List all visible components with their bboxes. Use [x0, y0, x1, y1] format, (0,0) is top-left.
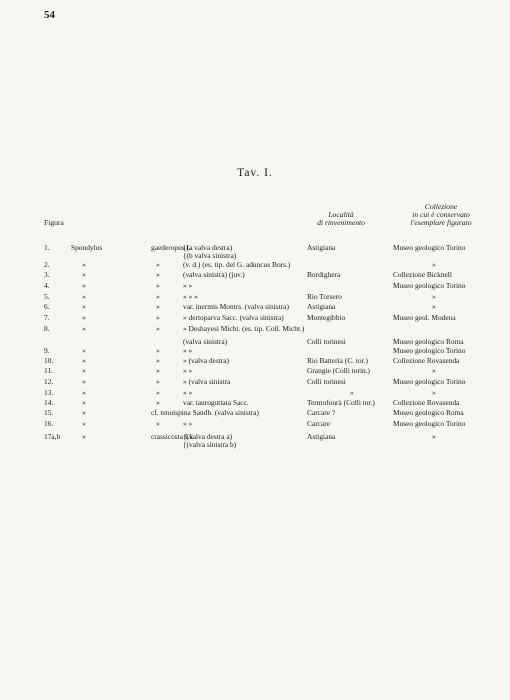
- species-name: »: [156, 356, 160, 365]
- genus-name: »: [82, 377, 86, 386]
- specimen-description: var. tauroguttata Sacc.: [183, 398, 249, 407]
- species-name: crassicosta Lk.: [151, 432, 195, 441]
- header-localita-line2: di rinvenimento: [317, 218, 365, 227]
- page-number: 54: [44, 9, 55, 21]
- genus-name: »: [82, 388, 86, 397]
- genus-name: »: [82, 346, 86, 355]
- figure-number: 13.: [44, 388, 54, 397]
- table-row: [0, 270, 510, 281]
- header-collezione-line3: l'esemplare figurato: [410, 218, 472, 227]
- genus-name: »: [82, 292, 86, 301]
- species-name: »: [156, 302, 160, 311]
- collection: Museo geologico Torino: [393, 377, 466, 386]
- genus-name: »: [82, 432, 86, 441]
- table-row: [0, 419, 510, 430]
- header-collezione-line2: in cui è conservato: [412, 210, 470, 219]
- locality: Bordighera: [307, 270, 341, 279]
- species-name: »: [156, 260, 160, 269]
- specimen-description: » »: [183, 388, 193, 397]
- collection: »: [432, 302, 436, 311]
- specimen-description: » Deshayesi Micht. (es. tip. Coll. Micht.): [183, 324, 305, 333]
- species-name: gaederopus L.: [151, 243, 193, 252]
- figure-number: 12.: [44, 377, 54, 386]
- header-collezione: [386, 203, 496, 227]
- specimen-description: » (valva sinistra: [183, 377, 231, 386]
- species-name: »: [156, 366, 160, 375]
- figure-number: 2.: [44, 260, 50, 269]
- collection: Museo geologico Torino: [393, 346, 466, 355]
- collection: Museo geologico Roma: [393, 337, 464, 346]
- table-row: [0, 366, 510, 377]
- specimen-description: var. inermis Montrs. (valva sinistra): [183, 302, 289, 311]
- collection: Collezione Rovasenda: [393, 356, 460, 365]
- specimen-description: » »: [183, 281, 193, 290]
- species-name: »: [156, 324, 160, 333]
- figure-number: 1.: [44, 243, 50, 252]
- figure-number: 5.: [44, 292, 50, 301]
- collection: »: [432, 292, 436, 301]
- locality: Astigiana: [307, 302, 336, 311]
- collection: »: [432, 260, 436, 269]
- genus-name: »: [82, 281, 86, 290]
- specimen-description: » »: [183, 346, 193, 355]
- figure-number: 7.: [44, 313, 50, 322]
- species-name: »: [156, 388, 160, 397]
- specimen-description: {(valva destra a): [183, 432, 233, 441]
- locality: »: [350, 388, 354, 397]
- locality: Carcare: [307, 419, 330, 428]
- species-name: »: [156, 292, 160, 301]
- species-name: »: [156, 377, 160, 386]
- locality: Termofourà (Colli tor.): [307, 398, 375, 407]
- bleed-through-title: [0, 10, 510, 44]
- specimen-description: {(valva sinistra b): [183, 440, 237, 449]
- locality: Grangie (Colli torin.): [307, 366, 371, 375]
- collection: Collezione Rovasenda: [393, 398, 460, 407]
- collection: Museo geologico Torino: [393, 419, 466, 428]
- species-name: »: [156, 419, 160, 428]
- table-row: [0, 324, 510, 335]
- genus-name: »: [82, 302, 86, 311]
- locality: Colli torinesi: [307, 377, 346, 386]
- species-name: »: [156, 346, 160, 355]
- figure-number: 15.: [44, 408, 54, 417]
- locality: Colli torinesi: [307, 337, 346, 346]
- specimen-description: {(a valva destra): [183, 243, 233, 252]
- genus-name: »: [82, 398, 86, 407]
- figure-number: 10.: [44, 356, 54, 365]
- header-figura: Figura: [44, 218, 64, 227]
- specimen-description: (valva sinistra): [183, 337, 228, 346]
- table-row: [0, 302, 510, 313]
- locality: Astigiana: [307, 432, 336, 441]
- collection: Museo geologico Roma: [393, 408, 464, 417]
- species-name: »: [156, 313, 160, 322]
- locality: Rio Batteria (C. tor.): [307, 356, 368, 365]
- genus-name: »: [82, 313, 86, 322]
- figure-number: 17a,b: [44, 432, 61, 441]
- species-name: »: [156, 398, 160, 407]
- header-collezione-line1: Collezione: [424, 202, 458, 211]
- figure-number: 11.: [44, 366, 53, 375]
- genus-name: »: [82, 419, 86, 428]
- species-name: »: [156, 270, 160, 279]
- collection: »: [432, 388, 436, 397]
- specimen-description: » » »: [183, 292, 198, 301]
- figure-number: 3.: [44, 270, 50, 279]
- collection: »: [432, 432, 436, 441]
- table-row: [0, 408, 510, 419]
- specimen-description: » »: [183, 419, 193, 428]
- genus-name: »: [82, 270, 86, 279]
- plate-title: Tav. I.: [237, 167, 273, 179]
- figure-number: 14.: [44, 398, 54, 407]
- figure-number: 6.: [44, 302, 50, 311]
- specimen-description: » (valva destra): [183, 356, 229, 365]
- table-row: [0, 313, 510, 324]
- collection: Collezione Bicknell: [393, 270, 452, 279]
- specimen-description: {(b valva sinistra): [183, 251, 237, 260]
- genus-name: »: [82, 408, 86, 417]
- collection: Museo geologico Torino: [393, 281, 466, 290]
- header-localita: [296, 211, 386, 227]
- genus-name: »: [82, 356, 86, 365]
- species-name: »: [156, 281, 160, 290]
- genus-name: »: [82, 324, 86, 333]
- locality: Montegibbio: [307, 313, 346, 322]
- specimen-description: » »: [183, 366, 193, 375]
- specimen-description: » dertoparva Sacc. (valva sinistra): [183, 313, 284, 322]
- figure-number: 8.: [44, 324, 50, 333]
- header-localita-line1: Località: [328, 210, 354, 219]
- species-name: cf. tenuispina Sandb. (valva sinistra): [151, 408, 259, 417]
- table-row: [0, 377, 510, 388]
- locality: Astigiana: [307, 243, 336, 252]
- genus-name: »: [82, 366, 86, 375]
- figure-number: 9.: [44, 346, 50, 355]
- table-row: [0, 281, 510, 292]
- figure-number: 4.: [44, 281, 50, 290]
- genus-name: »: [82, 260, 86, 269]
- locality: Rio Torsero: [307, 292, 342, 301]
- table-row: [0, 440, 510, 451]
- collection: »: [432, 366, 436, 375]
- collection: Museo geologico Torino: [393, 243, 466, 252]
- genus-name: Spondylus: [71, 243, 103, 252]
- collection: Museo geol. Modena: [393, 313, 456, 322]
- locality: Carcare ?: [307, 408, 336, 417]
- specimen-description: (valva sinistra) (juv.): [183, 270, 245, 279]
- figure-number: 16.: [44, 419, 54, 428]
- specimen-description: (v. d.) (es. tip. del G. aduncus Bors.): [183, 260, 291, 269]
